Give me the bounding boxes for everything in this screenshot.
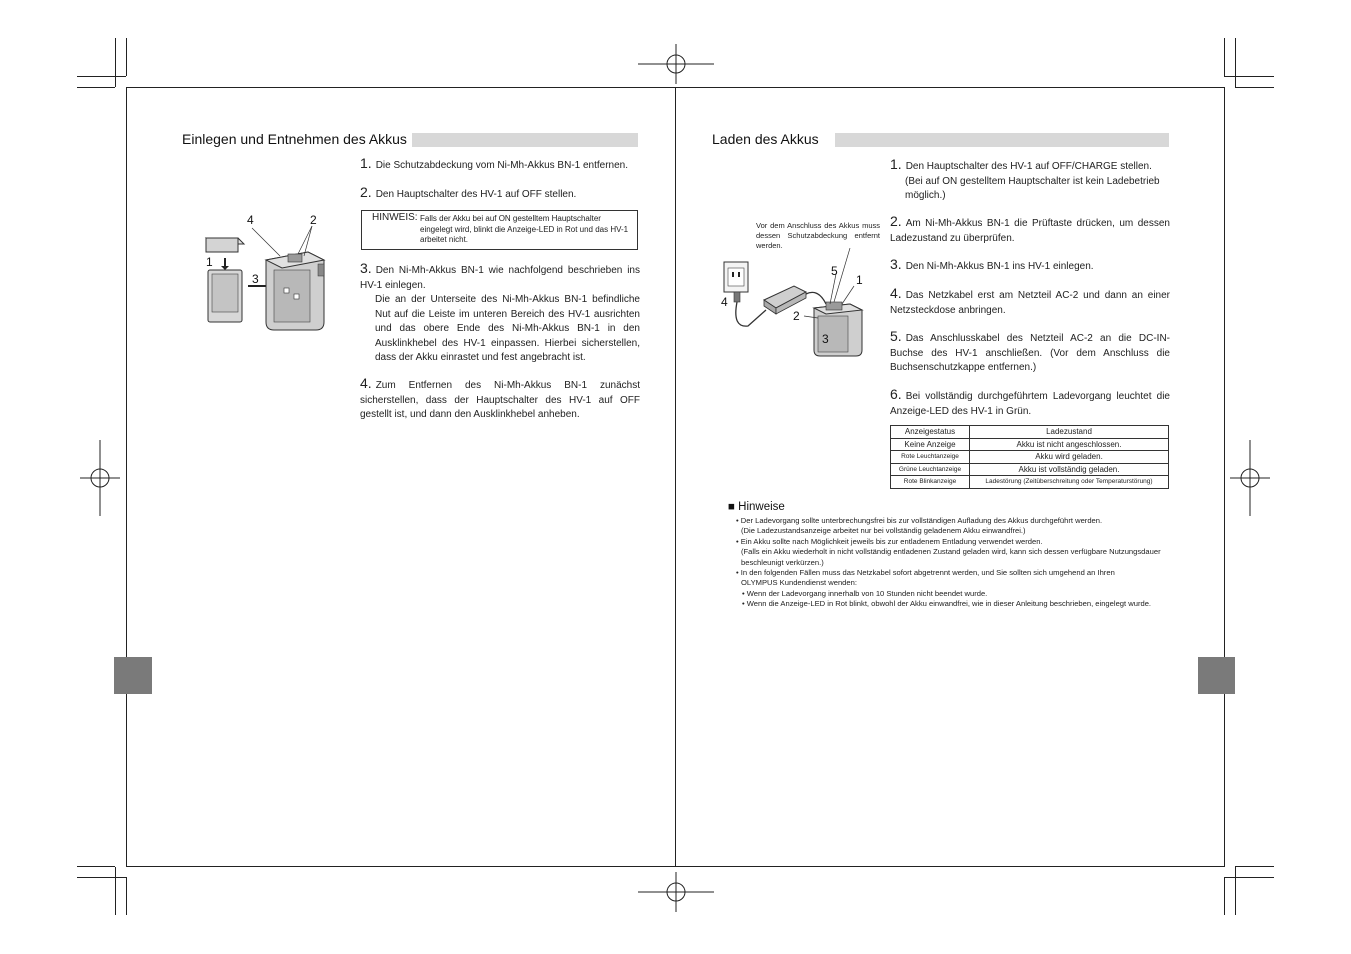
- notes-heading: ■ Hinweise: [728, 501, 785, 513]
- list-subitem: • Wenn die Anzeige-LED in Rot blinkt, obwohl der Akku einwandfrei, wie in dieser Anleitung beschrieben, eingelegt wurde.: [742, 599, 1152, 609]
- registration-mark-top: [638, 44, 714, 84]
- left-step-4: 4. Zum Entfernen des Ni-Mh-Akkus BN-1 zunächst sicherstellen, dass der Hauptschalter des HV-1 auf OFF gestellt ist, und dann den Ausklinkhebel anheben.: [360, 375, 640, 420]
- table-cell: Rote Blinkanzeige: [891, 476, 970, 489]
- table-cell: Akku wird geladen.: [970, 451, 1169, 464]
- left-step-2: 2. Den Hauptschalter des HV-1 auf OFF stellen.: [360, 184, 577, 200]
- left-title-bar: [412, 133, 638, 147]
- left-step-3: 3. Den Ni-Mh-Akkus BN-1 wie nachfolgend beschrieben ins HV-1 einlegen. Die an der Unterseite des Ni-Mh-Akkus BN-1 befindliche Nut auf die Leiste im unteren Bereich des HV-1 ausrichten und das obere Ende des Ni-Mh-Akkus BN-1 in den Ausklinkhebel des HV-1 einpassen. Hierbei sicherstellen, dass der Akku einrastet und fest angebracht ist.: [360, 260, 640, 363]
- left-step-1: 1. Die Schutzabdeckung vom Ni-Mh-Akkus BN-1 entfernen.: [360, 155, 629, 171]
- left-figure-label-1: 1: [206, 255, 213, 269]
- charging-figure-caption: Vor dem Anschluss des Akkus muss dessen Schutzabdeckung entfernt werden.: [756, 221, 880, 250]
- thumb-tab-left: [114, 657, 152, 694]
- registration-mark-bottom: [638, 872, 714, 912]
- right-figure-label-4: 4: [721, 295, 728, 309]
- right-step-6: 6. Bei vollständig durchgeführtem Ladevorgang leuchtet die Anzeige-LED des HV-1 in Grün.: [890, 386, 1170, 417]
- list-item-continuation: (Falls ein Akku wiederholt in nicht vollständig entladenen Zustand geladen wird, kann sich dessen verfügbare Nutzungsdauer beschleunigt verkürzen.): [741, 547, 1161, 567]
- registration-mark-right: [1230, 440, 1270, 516]
- table-cell: Keine Anzeige: [891, 438, 970, 451]
- charge-status-table: [890, 425, 1169, 489]
- list-subitem: • Wenn der Ladevorgang innerhalb von 10 Stunden nicht beendet wurde.: [742, 588, 988, 598]
- table-cell: Rote Leuchtanzeige: [891, 451, 970, 464]
- table-row: [891, 438, 1169, 451]
- list-item-continuation: (Die Ladezustandsanzeige arbeitet nur bei vollständig geladenem Akku einwandfrei.): [741, 526, 1026, 536]
- table-row: [891, 476, 1169, 489]
- table-header-cell: Ladezustand: [970, 426, 1169, 439]
- right-step-5: 5. Das Anschlusskabel des Netzteil AC-2 an die DC-IN-Buchse des HV-1 anschließen. (Vor dem Anschluss die Buchsenschutzkappe entfernen.): [890, 328, 1170, 373]
- thumb-tab-right: [1198, 657, 1235, 694]
- table-cell: Akku ist vollständig geladen.: [970, 463, 1169, 476]
- charging-illustration: [718, 248, 868, 358]
- table-header-cell: Anzeigestatus: [891, 426, 970, 439]
- right-figure-label-1: 1: [856, 273, 863, 287]
- left-figure-label-4: 4: [247, 213, 254, 227]
- hinweis-label: HINWEIS:: [372, 212, 418, 223]
- right-section-title: Laden des Akkus: [712, 131, 819, 147]
- left-section-title: Einlegen und Entnehmen des Akkus: [182, 131, 407, 147]
- list-item-continuation: OLYMPUS Kundendienst wenden:: [741, 578, 857, 588]
- right-figure-label-2: 2: [793, 309, 800, 323]
- hinweis-box: [361, 210, 638, 250]
- right-figure-label-5: 5: [831, 264, 838, 278]
- registration-mark-left: [80, 440, 120, 516]
- table-cell: Grüne Leuchtanzeige: [891, 463, 970, 476]
- table-row: [891, 463, 1169, 476]
- left-figure-label-2: 2: [310, 213, 317, 227]
- left-figure-label-3: 3: [252, 272, 259, 286]
- right-figure-label-3: 3: [822, 332, 829, 346]
- table-header-row: [891, 426, 1169, 439]
- list-item: • Ein Akku sollte nach Möglichkeit jeweils bis zur entladenem Entladung verwendet werden.: [736, 536, 1043, 546]
- list-item: • In den folgenden Fällen muss das Netzkabel sofort abgetrennt werden, und Sie sollten sich umgehend an Ihren: [736, 568, 1115, 578]
- right-title-bar: [835, 133, 1169, 147]
- list-item: • Der Ladevorgang sollte unterbrechungsfrei bis zur vollständigen Aufladung des Akkus durchgeführt werden.: [736, 516, 1103, 525]
- right-step-1: 1. Den Hauptschalter des HV-1 auf OFF/CHARGE stellen. (Bei auf ON gestelltem Hauptschalter ist kein Ladebetrieb möglich.): [890, 156, 1160, 201]
- right-step-2: 2. Am Ni-Mh-Akkus BN-1 die Prüftaste drücken, um dessen Ladezustand zu überprüfen.: [890, 213, 1170, 244]
- notes-list: [736, 516, 1170, 610]
- right-step-3: 3. Den Ni-Mh-Akkus BN-1 ins HV-1 einlegen.: [890, 256, 1094, 272]
- right-step-4: 4. Das Netzkabel erst am Netzteil AC-2 und dann an einer Netzsteckdose anbringen.: [890, 285, 1170, 316]
- table-row: [891, 451, 1169, 464]
- hinweis-text: Falls der Akku bei auf ON gestelltem Hauptschalter eingelegt wird, blinkt die Anzeige-LED in Rot und das HV-1 arbeitet nicht.: [420, 214, 629, 244]
- table-cell: Akku ist nicht angeschlossen.: [970, 438, 1169, 451]
- table-cell: Ladestörung (Zeitüberschreitung oder Temperaturstörung): [970, 476, 1169, 489]
